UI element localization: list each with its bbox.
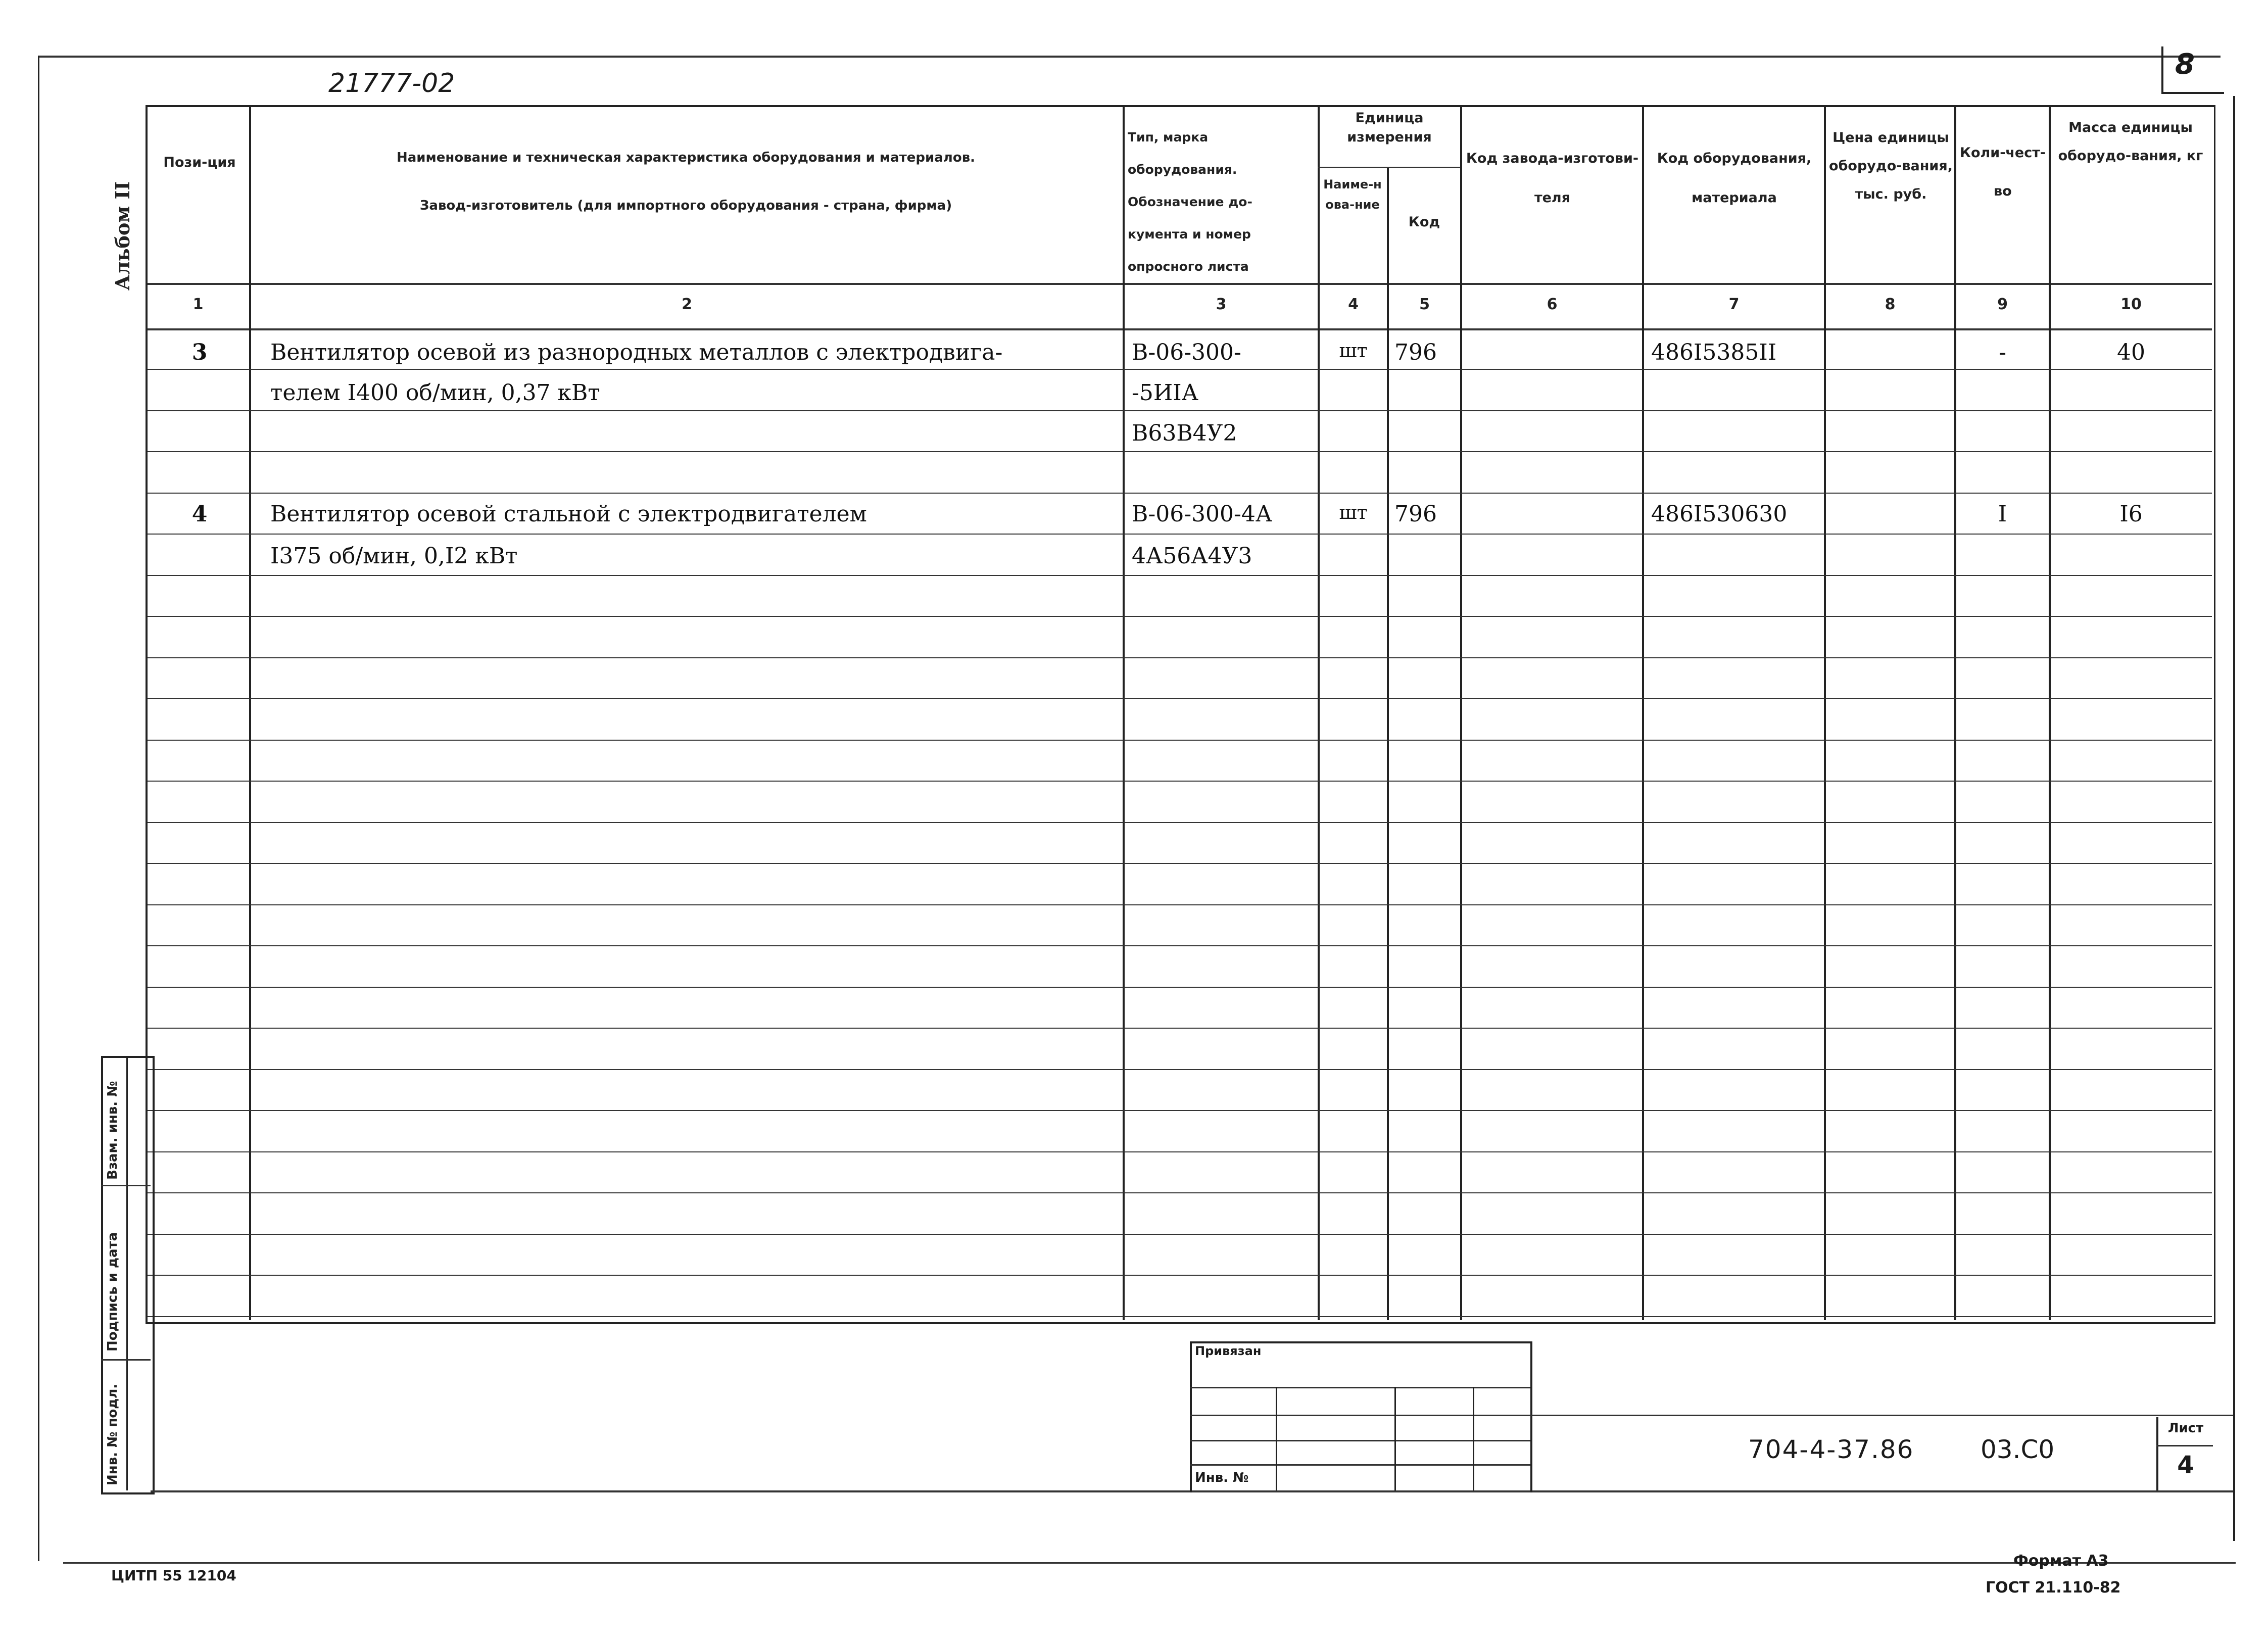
linked-stamp-col [1276,1387,1277,1490]
table-row-line [148,945,2212,946]
linked-stamp-line [1190,1415,1530,1416]
header-name-line2: Завод-изготовитель (для импортного оборудования - страна, фирма) [419,198,952,213]
frame-bottom [63,1562,2236,1564]
row-unit-code: 796 [1394,501,1437,527]
header-unit-group: Единица измерения [1347,110,1432,145]
table-row-line [148,698,2212,699]
col-number: 2 [682,296,692,313]
row-type: -5ИIА [1132,380,1198,406]
linked-stamp-line [1190,1464,1530,1466]
row-name: Вентилятор осевой из разнородных металлов с электродвига- [270,340,1003,365]
side-stamp-line [101,1185,151,1186]
header-unit-code: Код [1408,214,1440,230]
table-row-line [148,863,2212,864]
table-row-line [148,1028,2212,1029]
sheet-label: Лист [2167,1421,2204,1436]
table-row-line [148,1151,2212,1152]
row-unit: шт [1339,340,1368,362]
row-equipment-code: 486I5385II [1651,340,1777,365]
footer-format: Формат А3 [2013,1552,2109,1570]
col-line-8 [1954,105,1956,1320]
row-position: 4 [191,501,208,527]
col-number: 8 [1885,296,1896,313]
linked-stamp-col [1394,1387,1396,1490]
header-mass: Масса единицы оборудо-вания, кг [2058,120,2203,164]
col-number: 4 [1348,296,1359,313]
section-code: 03.C0 [1981,1435,2055,1464]
row-mass: 40 [2117,340,2145,365]
table-row-line [148,451,2212,452]
header-bottom-line [148,283,2212,285]
row-name: I375 об/мин, 0,I2 кВт [270,543,518,569]
row-unit: шт [1339,501,1368,523]
header-type-line: кумента и номер [1128,227,1251,242]
row-name: телем I400 об/мин, 0,37 кВт [270,380,600,406]
col-number: 1 [192,296,204,313]
code-block-top [1528,1415,2233,1416]
row-type: В-06-300-4А [1132,501,1273,527]
linked-stamp-line [1190,1440,1530,1441]
row-position: 3 [191,340,208,365]
side-stamp-line [101,1359,151,1361]
table-row-line [148,493,2212,494]
row-mass: I6 [2119,501,2143,527]
col-line-4 [1387,167,1389,1320]
frame-left [38,56,39,1561]
row-name: Вентилятор осевой стальной с электродвигателем [270,501,867,527]
header-quantity: Коли-чест-во [1959,145,2046,199]
col-number: 10 [2120,296,2142,313]
table-row-line [148,1110,2212,1111]
inv-label: Инв. № [1195,1470,1249,1485]
table-row-line [148,657,2212,658]
col-line-5 [1460,105,1462,1320]
sheet-number: 4 [2177,1451,2194,1479]
row-equipment-code: 486I530630 [1651,501,1788,527]
table-row-line [148,1316,2212,1317]
doc-code: 704-4-37.86 [1748,1435,1914,1464]
handwritten-code: 21777-02 [328,68,455,99]
col-line-1 [249,105,251,1320]
album-label: Альбом II [111,181,134,291]
col-number: 3 [1216,296,1227,313]
frame-top [38,56,2221,58]
side-stamp-field: Взам. инв. № [105,1081,120,1180]
header-position: Пози-ция [163,155,236,170]
header-unit-name: Наиме-нова-ние [1323,177,1382,212]
header-price: Цена единицы оборудо-вания, тыс. руб. [1829,130,1953,202]
side-stamp-field: Подпись и дата [105,1232,120,1352]
table-row-line [148,410,2212,411]
col-number: 9 [1997,296,2008,313]
col-line-9 [2049,105,2051,1320]
header-type-line: Обозначение до- [1128,195,1252,209]
table-row-line [148,1192,2212,1193]
linked-label: Привязан [1195,1344,1262,1358]
row-type: В63В4У2 [1132,420,1237,446]
table-row-line [148,781,2212,782]
header-equipment-code: Код оборудования, материала [1657,151,1812,206]
row-quantity: I [1998,501,2007,527]
linked-stamp-line [1190,1387,1530,1388]
page-number: 8 [2175,48,2195,81]
footer-left: ЦИТП 55 12104 [111,1567,236,1584]
table-row-line [148,1234,2212,1235]
column-number-line [148,328,2212,330]
side-stamp-divider [126,1056,128,1490]
side-stamp-field: Инв. № подл. [105,1383,120,1485]
col-line-7 [1824,105,1826,1320]
header-name-line1: Наименование и техническая характеристика оборудования и материалов. [396,150,976,165]
table-row-line [148,904,2212,905]
row-unit-code: 796 [1394,340,1437,365]
table-row-line [148,987,2212,988]
col-number: 5 [1419,296,1430,313]
table-row-line [148,1069,2212,1070]
spec-table [146,105,2215,1324]
table-row-line [148,1275,2212,1276]
table-row-line [148,534,2212,535]
col-number: 7 [1728,296,1740,313]
col-line-6 [1642,105,1644,1320]
unit-group-line [1318,167,1460,168]
header-type-line: Тип, марка [1128,130,1209,144]
table-row-line [148,822,2212,823]
header-type-line: опросного листа [1128,259,1249,274]
row-quantity: - [1999,340,2006,365]
footer-gost: ГОСТ 21.110-82 [1986,1579,2121,1597]
linked-stamp-col [1473,1387,1474,1490]
table-row-line [148,740,2212,741]
header-factory-code: Код завода-изготови-теля [1466,151,1639,206]
table-row-line [148,616,2212,617]
table-row-line [148,369,2212,370]
sheet-box-line [2156,1445,2213,1446]
table-row-line [148,575,2212,576]
header-type-line: оборудования. [1128,162,1237,177]
header-type [1128,121,1315,283]
frame-right [2233,96,2235,1541]
col-line-2 [1123,105,1125,1320]
row-type: 4А56А4У3 [1132,543,1252,569]
col-line-3 [1318,105,1320,1320]
col-number: 6 [1547,296,1558,313]
row-type: В-06-300- [1132,340,1241,365]
